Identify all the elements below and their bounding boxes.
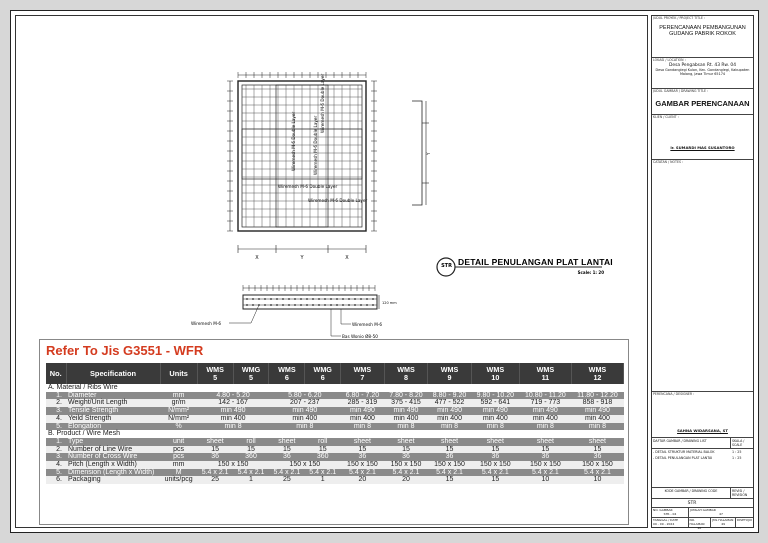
col-grade: WMS 5: [197, 363, 233, 384]
date-cell: [652, 518, 689, 527]
row-value: 285 - 319: [341, 399, 385, 407]
row-value: 36: [269, 453, 305, 461]
row-value: min 400: [571, 415, 623, 423]
page-cell: [689, 518, 712, 530]
row-value: 36: [571, 453, 623, 461]
rebar-dot: [336, 298, 338, 300]
rebar-dot: [306, 304, 308, 306]
row-value: 150 x 150: [571, 461, 623, 469]
page-label: NO. HALAMAN: [689, 518, 705, 526]
row-number: 1.: [46, 392, 66, 400]
drawing-list-item: [652, 455, 753, 461]
rebar-dot: [324, 304, 326, 306]
table-row: [46, 446, 624, 454]
rebar-dot: [270, 298, 272, 300]
rebar-dot: [360, 304, 362, 306]
total-label: JUMLAH GAMBAR: [690, 508, 716, 512]
tb-notes: [652, 160, 753, 392]
sheet-cell: [652, 508, 689, 517]
mesh-label-4: Wiremesh M-6 Double Layer: [278, 184, 338, 189]
row-value: 5.4 x 2.1: [269, 469, 305, 477]
tb-project: [652, 16, 753, 58]
row-value: min 490: [341, 407, 385, 415]
rebar-dot: [258, 298, 260, 300]
col-grade: WMS 7: [341, 363, 385, 384]
section-thickness: 120 mm: [382, 301, 397, 305]
rebar-dot: [282, 304, 284, 306]
col-units: Units: [160, 363, 197, 384]
row-value: min 8: [269, 423, 341, 431]
rebar-dot: [264, 298, 266, 300]
row-specification: Number of Cross Wire: [66, 453, 160, 461]
col-no: No.: [46, 363, 66, 384]
slab-section-detail: [181, 282, 421, 344]
col-grade: WMS 9: [428, 363, 472, 384]
total-value: 47: [719, 512, 723, 516]
section-label-bottom: Bas Wonio Ø8-50: [342, 334, 378, 339]
list-header-scale: SKALA / SCALE: [732, 439, 745, 447]
rebar-dot: [348, 304, 350, 306]
drawing-list-name: - DETAIL PENULANGAN PLAT LANTAI: [653, 456, 713, 460]
row-value: 15: [571, 446, 623, 454]
pages-cell: [711, 518, 736, 527]
row-value: 360: [233, 453, 269, 461]
drawing-sheet: [10, 10, 759, 533]
rebar-dot: [276, 304, 278, 306]
date-label: TANGGAL / DATE: [653, 518, 678, 522]
date-value: 09 - 09 - 2024: [653, 522, 675, 526]
row-specification: Diameter: [66, 392, 160, 400]
row-value: 9.80 - 10.20: [471, 392, 519, 400]
rebar-dot: [288, 298, 290, 300]
table-row: [46, 423, 624, 431]
row-value: min 8: [341, 423, 385, 431]
row-value: 15: [197, 446, 233, 454]
row-value: roll: [233, 438, 269, 446]
row-value: 10: [519, 476, 571, 484]
row-value: 150 x 150: [471, 461, 519, 469]
row-value: 36: [384, 453, 428, 461]
row-value: min 490: [519, 407, 571, 415]
row-value: 150 x 150: [341, 461, 385, 469]
row-value: min 400: [341, 415, 385, 423]
rebar-dot: [300, 298, 302, 300]
row-unit: %: [160, 423, 197, 431]
row-unit: gr/m: [160, 399, 197, 407]
row-number: 2.: [46, 399, 66, 407]
revision-label: REVISI / REVISION: [732, 489, 748, 497]
group-row: [46, 430, 624, 438]
row-value: min 400: [428, 415, 472, 423]
row-unit: pcs: [160, 446, 197, 454]
table-row: [46, 438, 624, 446]
group-title: A. Material / Ribs Wire: [46, 384, 624, 392]
row-unit: unit: [160, 438, 197, 446]
row-value: 5.4 x 2.1: [384, 469, 428, 477]
row-value: 15: [233, 446, 269, 454]
table-row: [46, 476, 624, 484]
rebar-dot: [366, 298, 368, 300]
rebar-dot: [348, 298, 350, 300]
side-dim-y: Y: [426, 152, 431, 155]
row-value: 15: [428, 476, 472, 484]
row-value: 36: [471, 453, 519, 461]
row-value: 20: [384, 476, 428, 484]
location-line-2: Desa Gondanglegi Kulon, Kec. Gondanglegi, Kabupaten Malang, Jawa Timur 65174: [655, 68, 750, 77]
row-unit: mm: [160, 392, 197, 400]
row-number: 5.: [46, 469, 66, 477]
row-value: 15: [428, 446, 472, 454]
row-value: 15: [341, 446, 385, 454]
row-value: 5.4 x 2.1: [233, 469, 269, 477]
row-unit: units/pcg: [160, 476, 197, 484]
row-value: 36: [341, 453, 385, 461]
rebar-dot: [372, 298, 374, 300]
tb-drawing-title: [652, 89, 753, 115]
section-label-right: Wiremesh M-6: [352, 322, 383, 327]
dim-x-left: X: [255, 255, 259, 261]
mesh-label-3: Wiremesh M-6 Double Layer: [320, 73, 325, 133]
row-value: 8.80 - 9.20: [428, 392, 472, 400]
rebar-dot: [360, 298, 362, 300]
row-value: 15: [384, 446, 428, 454]
row-number: 3.: [46, 407, 66, 415]
row-value: 15: [305, 446, 341, 454]
spec-table-title: Refer To Jis G3551 - WFR: [46, 343, 204, 358]
row-value: 150 x 150: [519, 461, 571, 469]
rebar-dot: [288, 304, 290, 306]
row-value: 15: [471, 476, 519, 484]
table-row: [46, 469, 624, 477]
rebar-dot: [312, 304, 314, 306]
title-block: [651, 15, 754, 528]
row-unit: pcs: [160, 453, 197, 461]
drawing-label: JUDUL GAMBAR / DRAWING TITLE :: [653, 89, 709, 93]
rebar-dot: [294, 298, 296, 300]
row-value: 15: [471, 446, 519, 454]
row-value: sheet: [269, 438, 305, 446]
dim-x-right: X: [345, 255, 349, 261]
row-specification: Pitch (Length x Width): [66, 461, 160, 469]
row-value: 5.4 x 2.1: [571, 469, 623, 477]
code-value: STR: [687, 501, 697, 506]
row-value: sheet: [519, 438, 571, 446]
row-value: 477 - 522: [428, 399, 472, 407]
project-title: PERENCANAAN PEMBANGUNAN GUDANG PABRIK ROKOK: [659, 24, 746, 38]
table-row: [46, 392, 624, 400]
tb-drawing-list: [652, 438, 753, 488]
row-unit: M: [160, 469, 197, 477]
row-value: roll: [305, 438, 341, 446]
row-value: 15: [519, 446, 571, 454]
row-value: 150 x 150: [269, 461, 341, 469]
row-value: min 8: [197, 423, 269, 431]
row-value: min 8: [471, 423, 519, 431]
row-value: 11.80 - 12.20: [571, 392, 623, 400]
row-value: min 490: [197, 407, 269, 415]
row-value: 150 x 150: [428, 461, 472, 469]
row-number: 1.: [46, 438, 66, 446]
list-header-name: DAFTAR GAMBAR / DRAWING LIST: [652, 438, 731, 448]
row-value: sheet: [197, 438, 233, 446]
sheet-label: NO. GAMBAR: [653, 508, 673, 512]
row-value: sheet: [471, 438, 519, 446]
table-row: [46, 399, 624, 407]
col-grade: WMG 5: [233, 363, 269, 384]
row-value: 5.4 x 2.1: [471, 469, 519, 477]
row-value: 5.80 - 6.20: [269, 392, 341, 400]
rebar-dot: [366, 304, 368, 306]
drawing-list-name: - DETAIL STRUKTUR MATERIAL BALOK: [653, 450, 715, 454]
row-unit: N/mm²: [160, 415, 197, 423]
row-value: 20: [341, 476, 385, 484]
row-specification: Type: [66, 438, 160, 446]
tb-sheet-info: [652, 508, 753, 530]
mesh-label-1: Wiremesh M-6 Double Layer: [291, 111, 296, 171]
rebar-dot: [264, 304, 266, 306]
row-number: 5.: [46, 423, 66, 431]
row-value: 25: [269, 476, 305, 484]
rebar-dot: [318, 304, 320, 306]
row-value: min 400: [269, 415, 341, 423]
row-number: 6.: [46, 476, 66, 484]
row-value: 207 - 237: [269, 399, 341, 407]
row-specification: Dimension (Length x Width): [66, 469, 160, 477]
rebar-dot: [276, 298, 278, 300]
tb-client: [652, 115, 753, 160]
row-value: min 400: [384, 415, 428, 423]
row-value: 375 - 415: [384, 399, 428, 407]
notes-label: CATATAN / NOTES :: [653, 160, 684, 164]
row-value: 1: [305, 476, 341, 484]
row-value: 5.4 x 2.1: [305, 469, 341, 477]
str-badge: STR: [441, 263, 452, 269]
drawing-area: [15, 15, 648, 528]
row-value: 1: [233, 476, 269, 484]
row-value: 10.80 - 11.20: [519, 392, 571, 400]
drawing-title: GAMBAR PERENCANAAN: [655, 98, 750, 108]
col-grade: WMS 12: [571, 363, 623, 384]
row-value: 5.4 x 2.1: [519, 469, 571, 477]
rebar-dot: [342, 298, 344, 300]
row-value: 360: [305, 453, 341, 461]
dim-y-middle: Y: [300, 255, 304, 261]
row-value: min 400: [519, 415, 571, 423]
row-value: sheet: [384, 438, 428, 446]
row-value: 719 - 773: [519, 399, 571, 407]
rebar-dot: [372, 304, 374, 306]
row-value: 4.80 - 5.20: [197, 392, 269, 400]
rebar-dot: [330, 304, 332, 306]
row-value: 36: [197, 453, 233, 461]
row-value: 592 - 641: [471, 399, 519, 407]
row-number: 4.: [46, 461, 66, 469]
approved-cell: [736, 518, 753, 527]
group-title: B. Product / Wire Mesh: [46, 430, 624, 438]
table-row: [46, 407, 624, 415]
row-value: min 490: [471, 407, 519, 415]
row-value: 7.80 - 8.20: [384, 392, 428, 400]
row-value: min 490: [428, 407, 472, 415]
tb-location: [652, 58, 753, 89]
row-value: 36: [519, 453, 571, 461]
location-label: LOKASI / LOCATION :: [653, 58, 686, 62]
row-value: 150 x 150: [197, 461, 269, 469]
row-value: 858 - 918: [571, 399, 623, 407]
row-number: 2.: [46, 446, 66, 454]
designer-name: SAHNA WIDARSANA, ST: [677, 427, 728, 433]
row-value: min 8: [571, 423, 623, 431]
row-value: min 490: [571, 407, 623, 415]
row-value: sheet: [428, 438, 472, 446]
client-label: KLIEN / CLIENT :: [653, 115, 679, 119]
rebar-dot: [246, 298, 248, 300]
wire-mesh-spec-panel: [39, 339, 629, 525]
sheet-value: STR - 04: [663, 512, 677, 516]
row-value: min 8: [519, 423, 571, 431]
row-value: sheet: [341, 438, 385, 446]
rebar-dot: [270, 304, 272, 306]
location-line-1: Desa Pengabsan Rt. 43 Rw. 04: [668, 62, 736, 68]
row-value: 10: [571, 476, 623, 484]
row-number: 4.: [46, 415, 66, 423]
total-cell: [689, 508, 753, 517]
detail-scale: Scale: 1: 20: [577, 270, 604, 275]
row-unit: mm: [160, 461, 197, 469]
row-number: 3.: [46, 453, 66, 461]
rebar-dot: [246, 304, 248, 306]
row-value: 15: [269, 446, 305, 454]
slab-reinforcement-plan: [216, 71, 441, 271]
row-value: 25: [197, 476, 233, 484]
col-grade: WMS 8: [384, 363, 428, 384]
section-label-left: Wiremesh M-6: [191, 321, 222, 326]
designer-label: PERENCANA / DESIGNER :: [653, 392, 695, 396]
drawing-list-scale: 1 : 25: [732, 456, 742, 460]
mesh-label-5: Wiremesh M-6 Double Layer: [308, 198, 368, 203]
row-value: 142 - 167: [197, 399, 269, 407]
rebar-dot: [354, 298, 356, 300]
rebar-dot: [354, 304, 356, 306]
row-unit: N/mm²: [160, 407, 197, 415]
rebar-dot: [342, 304, 344, 306]
rebar-dot: [294, 304, 296, 306]
row-value: min 490: [384, 407, 428, 415]
rebar-dot: [336, 304, 338, 306]
row-value: 5.4 x 2.1: [428, 469, 472, 477]
row-value: 5.4 x 2.1: [197, 469, 233, 477]
rebar-dot: [318, 298, 320, 300]
row-value: 36: [428, 453, 472, 461]
row-specification: Packaging: [66, 476, 160, 484]
table-row: [46, 461, 624, 469]
row-specification: Tensile Strength: [66, 407, 160, 415]
pages-label: JML HALAMAN: [712, 518, 734, 522]
pages-value: 49: [721, 522, 726, 526]
col-specification: Specification: [66, 363, 160, 384]
detail-title-block: [436, 255, 613, 279]
rebar-dot: [300, 304, 302, 306]
row-specification: Weight/Unit Length: [66, 399, 160, 407]
rebar-dot: [330, 298, 332, 300]
mesh-label-2: Wiremesh M-6 Double Layer: [313, 115, 318, 175]
row-value: sheet: [571, 438, 623, 446]
row-specification: Number of Line Wire: [66, 446, 160, 454]
wire-mesh-spec-table: [46, 363, 624, 484]
row-value: min 400: [471, 415, 519, 423]
table-row: [46, 453, 624, 461]
col-grade: WMG 6: [305, 363, 341, 384]
tb-designer: [652, 392, 753, 438]
row-value: min 8: [384, 423, 428, 431]
table-row: [46, 415, 624, 423]
drawing-list-scale: 1 : 25: [732, 450, 742, 454]
col-grade: WMS 10: [471, 363, 519, 384]
project-label: JUDUL PROYEK / PROJECT TITLE :: [653, 16, 705, 20]
rebar-dot: [324, 298, 326, 300]
rebar-dot: [312, 298, 314, 300]
row-specification: Yeild Strength: [66, 415, 160, 423]
row-value: min 490: [269, 407, 341, 415]
col-grade: WMS 11: [519, 363, 571, 384]
row-value: 6.80 - 7.20: [341, 392, 385, 400]
row-value: 150 x 150: [384, 461, 428, 469]
tb-code: [652, 488, 753, 508]
row-specification: Elongation: [66, 423, 160, 431]
row-value: 5.4 x 2.1: [341, 469, 385, 477]
client-name: Ir. SUMARDI MAS SUSANTORO: [670, 144, 735, 150]
approved-label: DISETUJUI: [736, 518, 752, 522]
rebar-dot: [252, 298, 254, 300]
col-grade: WMS 6: [269, 363, 305, 384]
code-label: KODE GAMBAR / DRAWING CODE: [652, 488, 731, 498]
row-value: min 8: [428, 423, 472, 431]
rebar-dot: [306, 298, 308, 300]
detail-title: DETAIL PENULANGAN PLAT LANTAI: [458, 257, 613, 267]
page-value: 20: [697, 526, 702, 530]
rebar-dot: [282, 298, 284, 300]
rebar-dot: [252, 304, 254, 306]
row-value: min 400: [197, 415, 269, 423]
group-row: [46, 384, 624, 392]
